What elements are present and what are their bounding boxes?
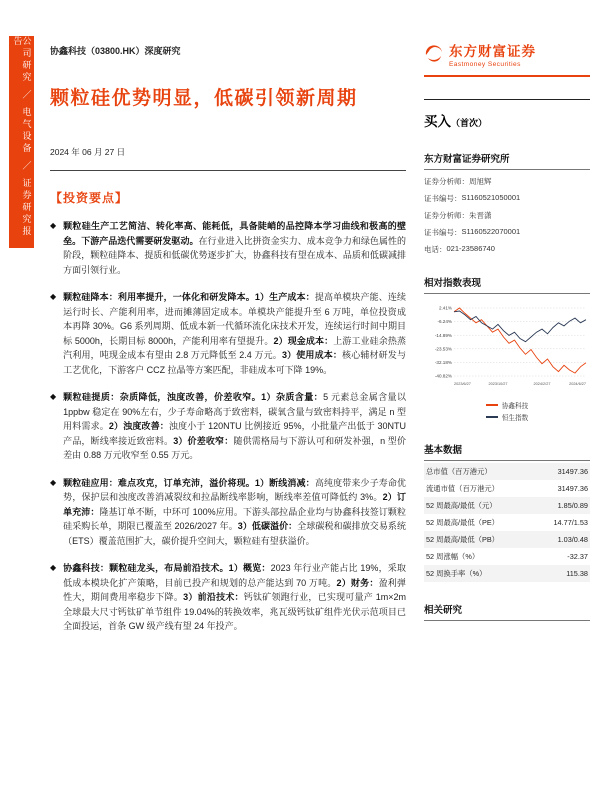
svg-text:2023/10/27: 2023/10/27 xyxy=(488,382,508,386)
brand-block xyxy=(424,40,590,77)
institute-row xyxy=(424,176,590,187)
institute-row-label: 证券分析师： xyxy=(424,211,469,220)
legend-label: 恒生指数 xyxy=(501,415,529,422)
svg-text:2.41%: 2.41% xyxy=(438,305,452,311)
basic-data-row xyxy=(424,463,590,480)
institute-row-label: 证券分析师： xyxy=(424,177,469,186)
basic-data-label: 52 周最高/最低（元） xyxy=(426,500,497,510)
bullet-diamond-icon: ◆ xyxy=(50,221,57,230)
basic-data-row xyxy=(424,565,590,582)
basic-data-header: 基本数据 xyxy=(424,442,590,461)
basic-data-label: 52 周涨幅（%） xyxy=(426,551,480,561)
institute-info xyxy=(424,176,590,255)
institute-row-value: 周旭辉 xyxy=(469,177,492,186)
highlight-text: 协鑫科技：颗粒硅龙头，布局前沿技术。1）概览：2023 年行业产能占比 19%，采取低成本模块化扩产策略，目前已投产和规划的总产能达到 70 万吨。2）财务：盈利弹性大，期间费用率稳步下降。3）前沿技术：钙钛矿领跑行业，已实现可量产 1m×2m 全球最大尺寸钙钛矿单节组件 19.04%的转换效率，兆瓦级钙钛矿组件光伏示范项目已全面投运，首条 GW 级产线有望 24 年投产。 xyxy=(63,563,406,631)
report-title: 颗粒硅优势明显，低碳引领新周期 xyxy=(50,88,358,109)
highlight-text: 颗粒硅生产工艺简洁、转化率高、能耗低，具备陡峭的品控降本学习曲线和极高的壁垒。下游产品迭代需要研发驱动。在行业进入比拼资金实力、成本竞争力和绿色属性的阶段，颗粒硅降本、提质和低碳优势逐步扩大，协鑫科技有望在成本、品质和低碳减排方面引领行业。 xyxy=(63,221,406,275)
related-research-header: 相关研究 xyxy=(424,602,590,621)
basic-data-value: 115.38 xyxy=(566,568,588,578)
svg-text:-14.89%: -14.89% xyxy=(434,332,452,338)
basic-data-row xyxy=(424,548,590,565)
report-category-label: 公司研究 ／ 电气设备 ／ 证券研究报告 xyxy=(12,36,32,239)
basic-data-value: -32.37 xyxy=(567,551,588,561)
svg-text:-40.82%: -40.82% xyxy=(434,373,452,379)
institute-row-value: S1160522070001 xyxy=(461,227,521,236)
right-column xyxy=(424,40,590,621)
basic-data-value: 14.77/1.53 xyxy=(553,517,588,527)
basic-data-value: 31497.36 xyxy=(557,466,588,476)
basic-data-row xyxy=(424,480,590,497)
legend-swatch xyxy=(486,404,498,406)
basic-data-label: 52 周最高/最低（PE） xyxy=(426,517,499,527)
highlight-text: 颗粒硅应用：难点攻克，订单充沛，溢价将现。1）断线消减：高纯度带来少子寿命优势，保护层和浊度改善消减裂纹和拉晶断线率影响，断线率差值可降低约 3%。2）订单充沛：隆基订单不断，中环可 100%应用。下游头部拉晶企业均与协鑫科技签订颗粒硅采购长单，期限已覆盖至 2026/2027 年。3）低碳溢价：全球碳税和碳排放交易系统（ETS）覆盖范围扩大，碳价提升空间大，颗粒硅有望获溢价。 xyxy=(63,477,406,546)
highlight-item xyxy=(50,390,406,463)
bullet-diamond-icon: ◆ xyxy=(50,563,57,572)
institute-row xyxy=(424,244,590,255)
basic-data-value: 1.85/0.89 xyxy=(557,500,588,510)
bullet-diamond-icon: ◆ xyxy=(50,477,57,487)
eastmoney-logo-icon xyxy=(424,42,444,67)
basic-data-value: 31497.36 xyxy=(557,483,588,493)
brand-name: 东方财富证券 xyxy=(449,44,536,59)
highlight-item xyxy=(50,290,406,377)
svg-text:-23.53%: -23.53% xyxy=(434,346,452,352)
header-divider xyxy=(50,170,406,171)
basic-data-label: 52 周换手率（%） xyxy=(426,568,487,578)
institute-header: 东方财富证券研究所 xyxy=(424,151,590,170)
performance-chart-svg xyxy=(424,302,590,398)
institute-row xyxy=(424,210,590,221)
highlight-item xyxy=(50,561,406,634)
performance-chart xyxy=(424,302,590,422)
basic-data-label: 52 周最高/最低（PB） xyxy=(426,534,499,544)
rating-block xyxy=(424,99,590,131)
institute-row-label: 电话： xyxy=(424,245,447,254)
svg-text:-32.18%: -32.18% xyxy=(434,360,452,366)
brand-name-en: Eastmoney Securities xyxy=(449,61,521,68)
highlights-list xyxy=(50,219,406,634)
svg-text:2024/2/27: 2024/2/27 xyxy=(533,382,551,386)
highlight-item xyxy=(50,476,406,549)
highlight-text: 颗粒硅降本：利用率提升，一体化和研发降本。1）生产成本：提高单模块产能、连续运行时长、产能利用率，进而摊薄固定成本。单模块产能提升至 6 万吨，单位投资成本再降 30%。G6 系列周期、低成本新一代循环流化床技术开发，连续运行时间中期目标 5000h，长期目标 8000h，产能利用率有望提升。2）现金成本：上游工业硅余热蒸汽利用，吨现金成本有望由 2.8 万元降低至 2.4 万元。3）使用成本：核心辅材研发与工艺优化，下游客户 CCZ 拉晶等方案匹配，非硅成本可下降 19%。 xyxy=(63,292,406,375)
bullet-diamond-icon: ◆ xyxy=(50,392,57,401)
basic-data-table xyxy=(424,463,590,582)
institute-row-label: 证书编号： xyxy=(424,194,462,203)
basic-data-row xyxy=(424,531,590,548)
report-subject: 协鑫科技（03800.HK）深度研究 xyxy=(50,46,181,56)
institute-row-value: 021-23586740 xyxy=(446,244,495,253)
bullet-diamond-icon: ◆ xyxy=(50,292,57,301)
legend-swatch xyxy=(486,416,498,418)
chart-legend xyxy=(424,400,590,422)
basic-data-label: 总市值（百万港元） xyxy=(426,466,492,476)
legend-item xyxy=(486,400,528,410)
svg-text:2024/6/27: 2024/6/27 xyxy=(569,382,586,386)
institute-row-value: S1160521050001 xyxy=(461,193,521,202)
institute-row xyxy=(424,227,590,238)
performance-header: 相对指数表现 xyxy=(424,275,590,294)
basic-data-row xyxy=(424,514,590,531)
rating-suffix: （首次） xyxy=(451,118,488,128)
institute-row-value: 朱晋潇 xyxy=(469,211,492,220)
svg-text:-6.24%: -6.24% xyxy=(437,319,452,325)
rating-label: 买入 xyxy=(424,114,451,129)
svg-text:2023/6/27: 2023/6/27 xyxy=(454,382,471,386)
report-date: 2024 年 06 月 27 日 xyxy=(50,147,126,157)
basic-data-value: 1.03/0.48 xyxy=(557,534,588,544)
report-category-strip xyxy=(9,36,34,248)
institute-row-label: 证书编号： xyxy=(424,228,462,237)
basic-data-row xyxy=(424,497,590,514)
institute-row xyxy=(424,193,590,204)
highlight-text: 颗粒硅提质：杂质降低，浊度改善，价差收窄。1）杂质含量：5 元素总金属含量以 1ppbw 稳定在 90%左右，少子寿命略高于致密料，碳氧含量与致密料持平，满足 n 型用料需求。2）浊度改善：浊度小于 120NTU 比例接近 95%，小批量产出低于 30NTU 产品，断线率接近致密料。3）价差收窄：随供需格局与下游认可和研发补强，n 型价差由 0.88 万元收窄至 0.55 万元。 xyxy=(63,392,406,460)
legend-label: 协鑫科技 xyxy=(501,403,529,410)
basic-data-label: 流通市值（百万港元） xyxy=(426,483,499,493)
section-investment-highlights: 【投资要点】 xyxy=(50,191,129,205)
main-column xyxy=(50,44,406,634)
highlight-item xyxy=(50,219,406,277)
legend-item xyxy=(486,412,528,422)
